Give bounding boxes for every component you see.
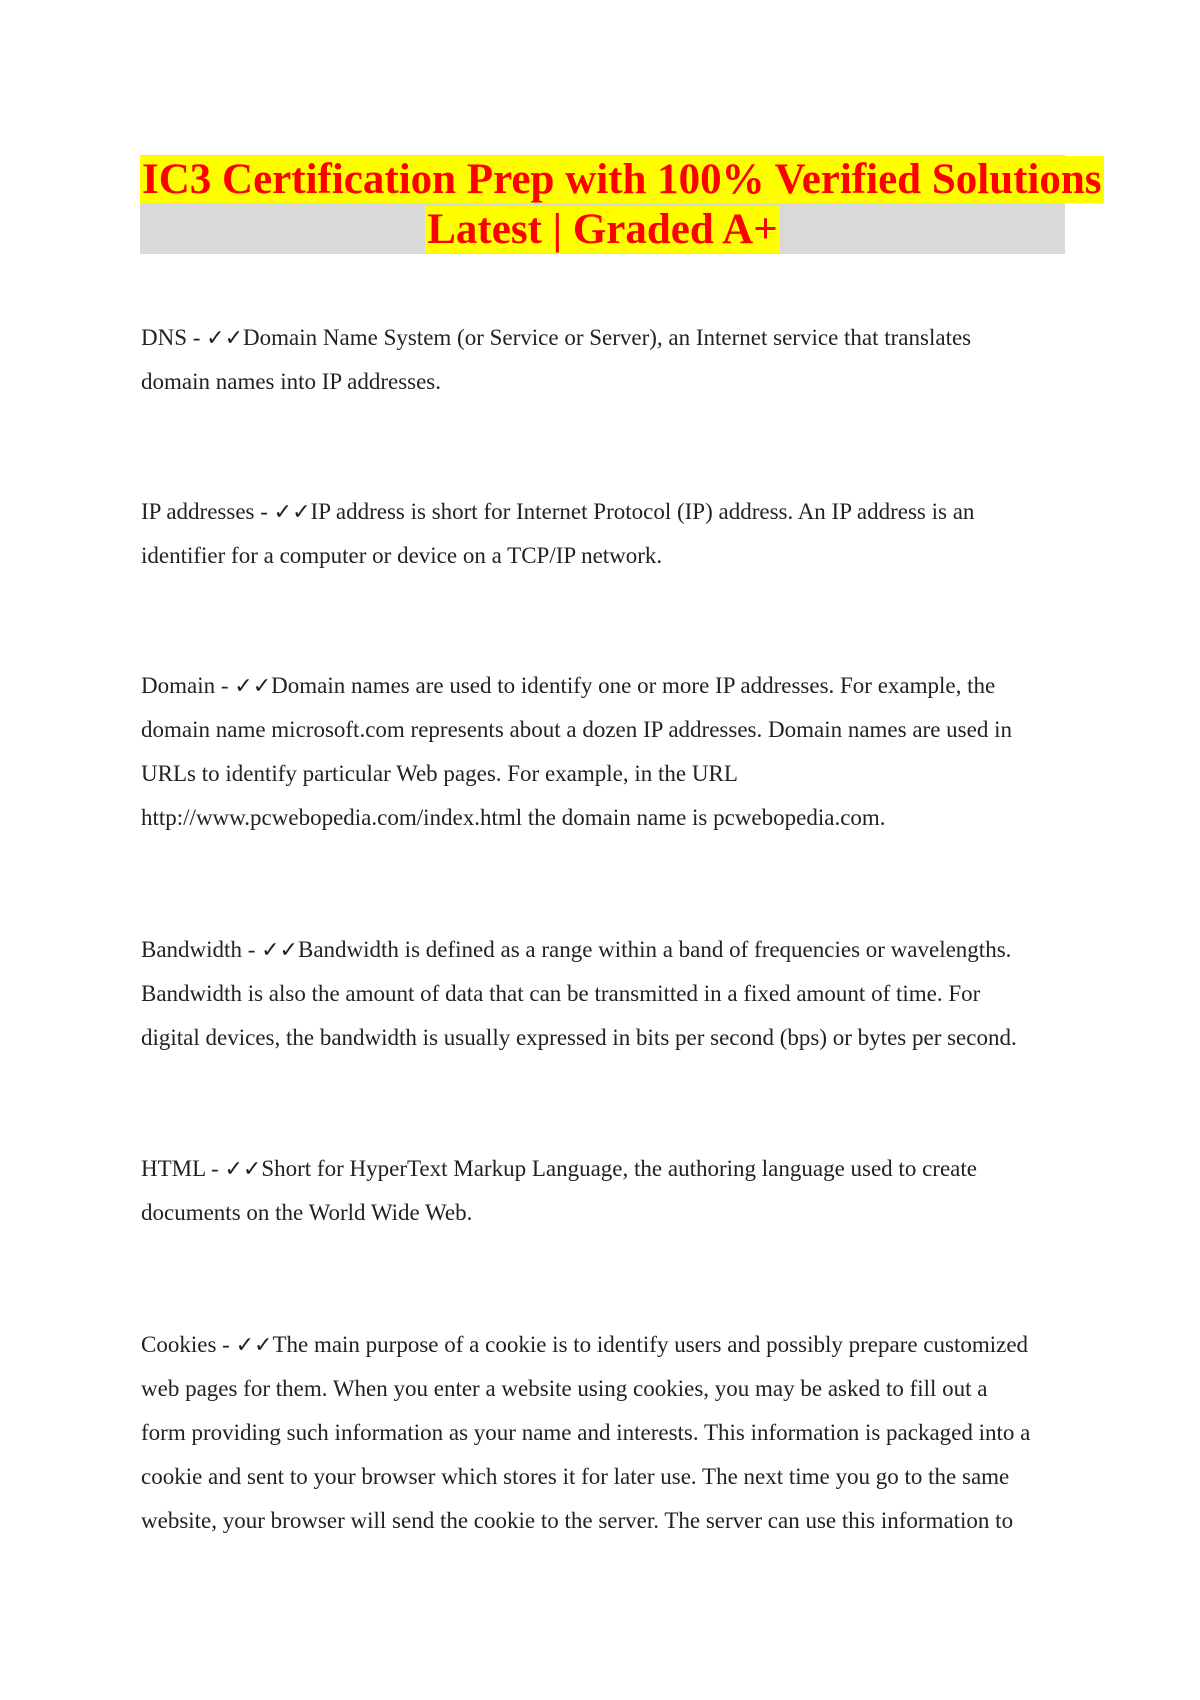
check-mark-icon: ✓✓ xyxy=(224,1157,262,1182)
entry-definition-line: Bandwidth is also the amount of data that can be transmitted in a fixed amount of time. For xyxy=(141,981,981,1006)
entry-definition-line: web pages for them. When you enter a website using cookies, you may be asked to fill out a xyxy=(141,1376,988,1401)
entry-term: IP addresses - xyxy=(141,499,274,524)
title-line-1: IC3 Certification Prep with 100% Verified Solutions xyxy=(142,156,1102,203)
entry-definition-line: website, your browser will send the cookie to the server. The server can use this information to xyxy=(141,1508,1014,1533)
entry-definition-line: The main purpose of a cookie is to identify users and possibly prepare customized xyxy=(272,1332,1029,1357)
document-title xyxy=(140,155,1102,254)
entry-definition-line: http://www.pcwebopedia.com/index.html the domain name is pcwebopedia.com. xyxy=(141,805,886,830)
entry-ip-addresses xyxy=(141,490,1071,578)
entry-definition-line: documents on the World Wide Web. xyxy=(141,1200,473,1225)
entry-term: Cookies - xyxy=(141,1332,236,1357)
entry-definition-line: form providing such information as your name and interests. This information is packaged into a xyxy=(141,1420,1031,1445)
check-mark-icon: ✓✓ xyxy=(235,1333,273,1358)
entry-definition-line: cookie and sent to your browser which stores it for later use. The next time you go to the same xyxy=(141,1464,1010,1489)
entry-definition-line: digital devices, the bandwidth is usually expressed in bits per second (bps) or bytes per second. xyxy=(141,1025,1017,1050)
entry-definition-line: Bandwidth is defined as a range within a band of frequencies or wavelengths. xyxy=(297,937,1012,962)
entry-definition-line: Domain Name System (or Service or Server), an Internet service that translates xyxy=(243,325,972,350)
entry-html xyxy=(141,1147,1071,1235)
entry-definition-line: domain names into IP addresses. xyxy=(141,369,442,394)
entry-domain xyxy=(141,664,1071,840)
entry-definition-line: URLs to identify particular Web pages. For example, in the URL xyxy=(141,761,738,786)
entry-dns xyxy=(141,316,1071,404)
check-mark-icon: ✓✓ xyxy=(206,326,244,351)
entry-definition-line: IP address is short for Internet Protocol (IP) address. An IP address is an xyxy=(310,499,975,524)
title-line-2: Latest | Graded A+ xyxy=(427,206,778,253)
check-mark-icon: ✓✓ xyxy=(273,500,311,525)
entry-cookies xyxy=(141,1323,1071,1543)
entry-term: DNS - xyxy=(141,325,207,350)
check-mark-icon: ✓✓ xyxy=(234,674,272,699)
check-mark-icon: ✓✓ xyxy=(261,938,298,963)
entry-definition-line: domain name microsoft.com represents about a dozen IP addresses. Domain names are used in xyxy=(141,717,1012,742)
entry-term: Bandwidth - xyxy=(141,937,262,962)
entry-definition-line: identifier for a computer or device on a TCP/IP network. xyxy=(141,543,663,568)
entry-definition-line: Domain names are used to identify one or more IP addresses. For example, the xyxy=(271,673,996,698)
entry-term: Domain - xyxy=(141,673,235,698)
entry-term: HTML - xyxy=(141,1156,225,1181)
entry-definition-line: Short for HyperText Markup Language, the authoring language used to create xyxy=(261,1156,977,1181)
entry-bandwidth xyxy=(141,928,1071,1060)
